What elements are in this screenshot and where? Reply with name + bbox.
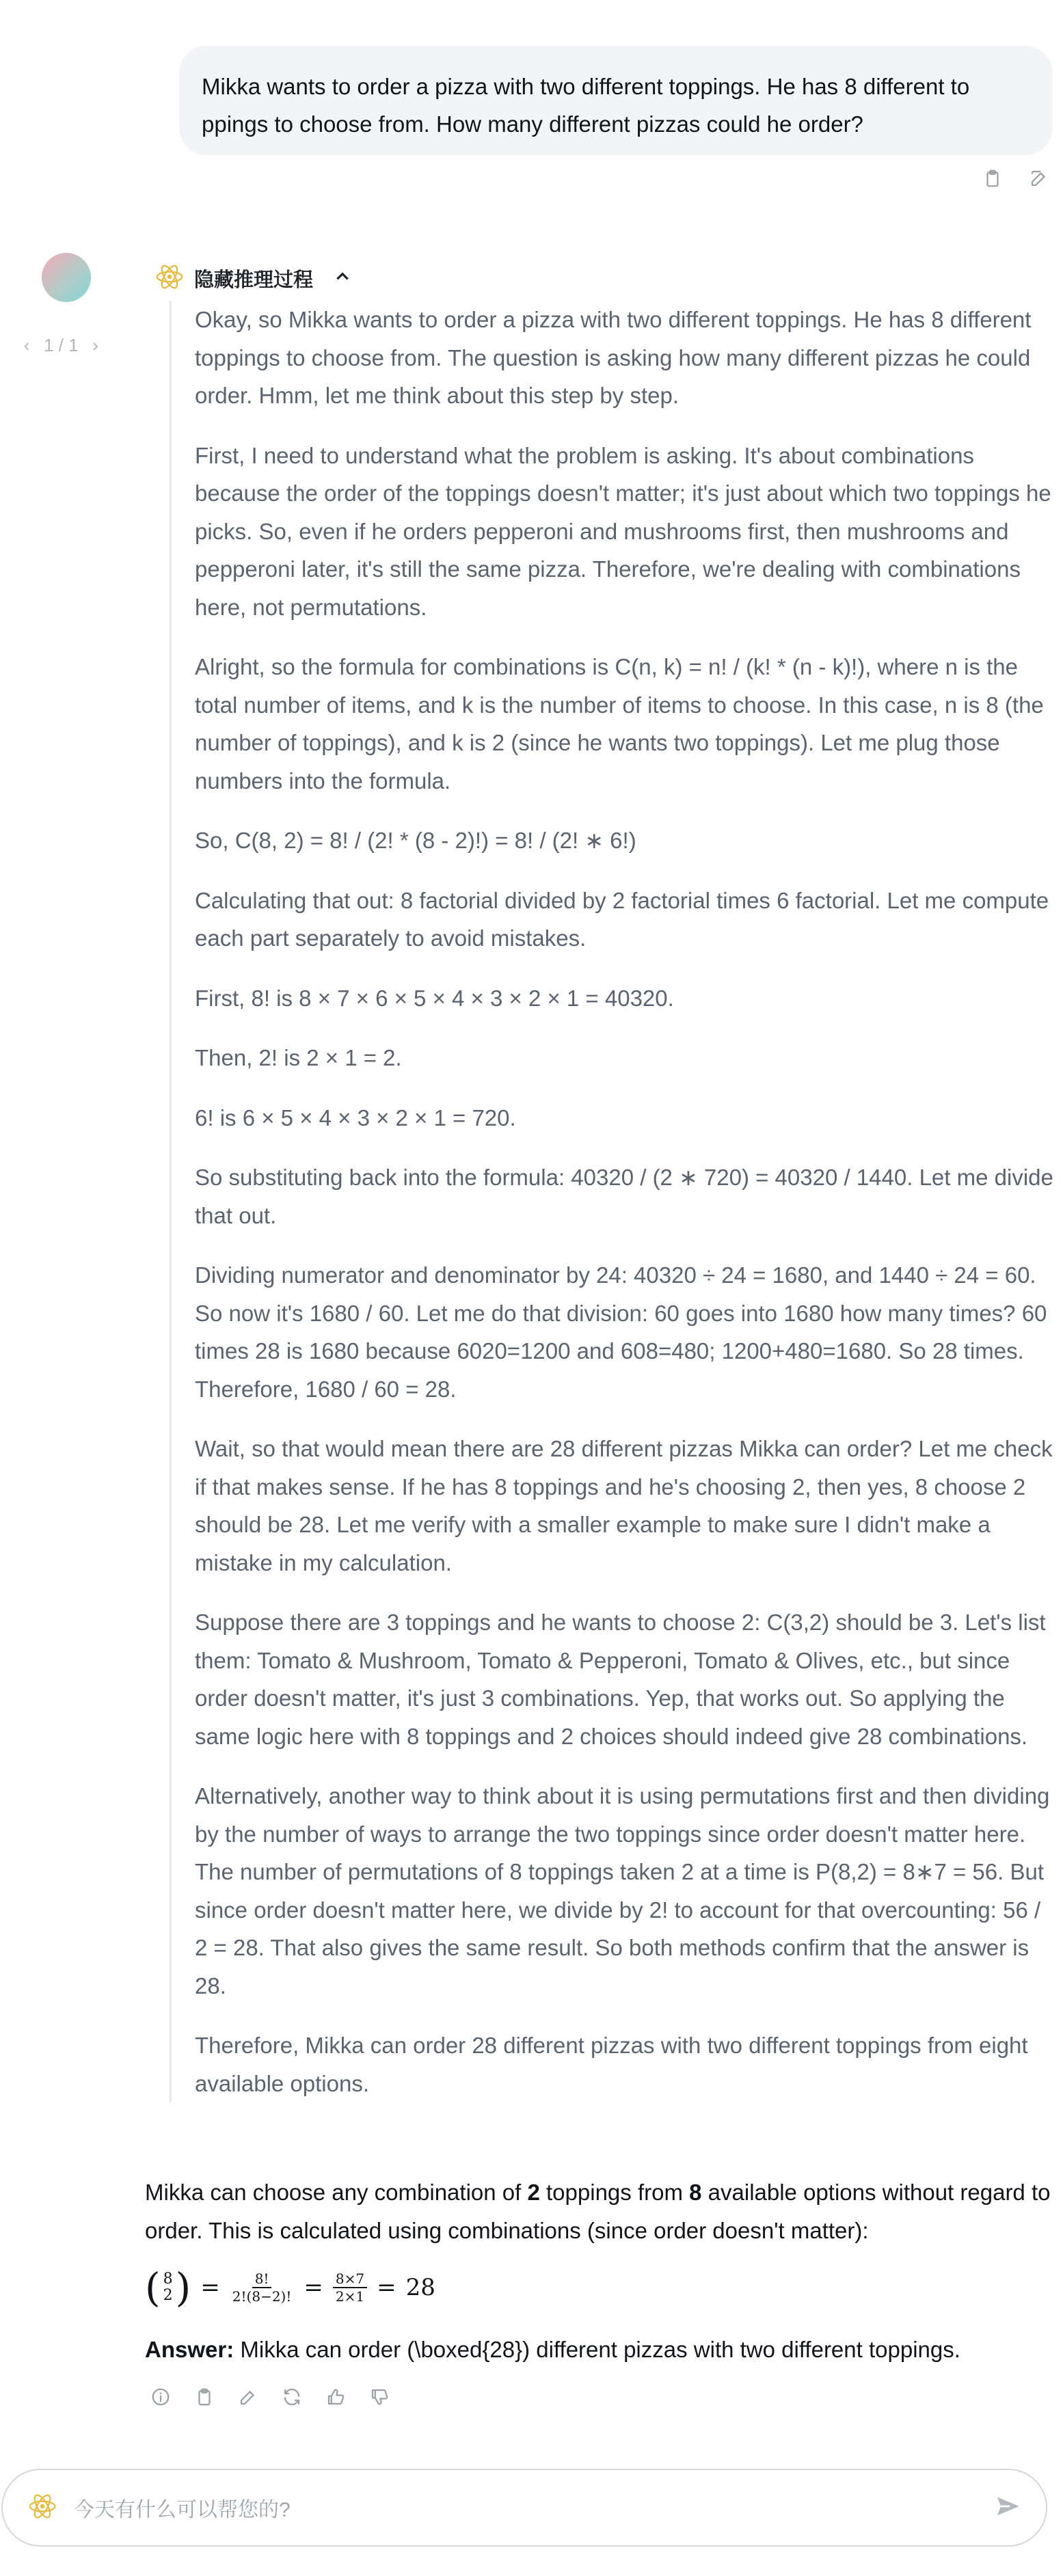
info-icon[interactable]	[149, 2385, 172, 2409]
assistant-avatar	[42, 253, 91, 302]
binomial	[163, 2271, 173, 2304]
answer-bold-k: 2	[527, 2180, 540, 2205]
pager-count: 1 / 1	[44, 335, 79, 355]
reasoning-paragraph: Suppose there are 3 toppings and he wants to choose 2: C(3,2) should be 3. Let's list them: Tomato & Mushroom, Tomato & Pepperoni, Tomato & Olives, etc., but since order doesn't matter, it's just 3 combinations. Yep, that works out. So applying the same logic here with 8 toppings and 2 choices should indeed give 28 combinations.	[195, 1610, 1046, 1749]
reasoning-paragraph: So substituting back into the formula: 40320 / (2 ∗ 720) = 40320 / 1440. Let me divide that out.	[195, 1165, 1053, 1228]
answer-actions	[149, 2385, 391, 2409]
reasoning-toggle-label: 隐藏推理过程	[194, 269, 314, 291]
user-message-bubble	[179, 46, 1053, 155]
atom-icon	[154, 262, 185, 295]
fraction-factorial	[230, 2270, 295, 2305]
fraction-simplified	[333, 2270, 367, 2305]
binom-bottom: 2	[163, 2287, 173, 2304]
binom-top: 8	[163, 2270, 173, 2288]
fraction-denominator: 2×1	[335, 2288, 365, 2305]
answer-intro-text: available options without regard to order. This is calculated using combinations (since order doesn't matter):	[145, 2180, 1051, 2243]
reasoning-paragraph: Okay, so Mikka wants to order a pizza with two different toppings. He has 8 different toppings to choose from. The question is asking how many different pizzas he could order. Hmm, let me think about this step by step.	[195, 307, 1032, 408]
reasoning-paragraph: First, 8! is 8 × 7 × 6 × 5 × 4 × 3 × 2 × 1 = 40320.	[195, 985, 674, 1011]
fraction-denominator: 2!(8−2)!	[232, 2288, 292, 2305]
edit-icon[interactable]	[237, 2385, 260, 2409]
answer-intro	[145, 2173, 1054, 2250]
atom-icon	[27, 2491, 57, 2525]
reasoning-paragraph: 6! is 6 × 5 × 4 × 3 × 2 × 1 = 720.	[195, 1104, 516, 1130]
answer-line	[145, 2331, 1054, 2369]
combination-formula: ( 8 2 ) = $\frac{8!}{2!(8-2)!}$ = $\frac{8\times 7}{2\times 1}$ = 28	[145, 2264, 435, 2311]
reasoning-paragraph: Alright, so the formula for combinations is C(n, k) = n! / (k! * (n - k)!), where n is the total number of items, and k is the number of items to choose. In this case, n is 8 (the number of toppings), and k is 2 (since he wants two toppings). Let me plug those numbers into the formula.	[195, 654, 1044, 794]
fraction-numerator: 8×7	[333, 2270, 367, 2288]
reasoning-toggle[interactable]	[154, 262, 351, 295]
reasoning-content	[170, 301, 1058, 2102]
answer-label: Answer:	[145, 2337, 234, 2362]
pager-next-button[interactable]: ›	[92, 335, 98, 355]
thumbs-up-icon[interactable]	[324, 2385, 347, 2409]
copy-icon[interactable]	[193, 2385, 216, 2409]
response-pager	[19, 335, 103, 356]
chat-input-bar[interactable]	[1, 2469, 1047, 2547]
user-message-actions	[981, 167, 1051, 190]
answer-intro-text: Mikka can choose any combination of	[145, 2180, 528, 2205]
answer-bold-n: 8	[689, 2180, 702, 2205]
fraction-numerator: 8!	[252, 2270, 272, 2288]
answer-text: Mikka can order (\boxed{28}) different pizzas with two different toppings.	[234, 2337, 960, 2362]
thumbs-down-icon[interactable]	[368, 2385, 391, 2409]
chevron-up-icon	[323, 268, 351, 289]
regenerate-icon[interactable]	[280, 2385, 304, 2409]
user-message-text: Mikka wants to order a pizza with two different toppings. He has 8 different to ppings to choose from. How many different pizzas could he order?	[202, 74, 970, 137]
chat-input-placeholder[interactable]: 今天有什么可以帮您的?	[74, 2499, 291, 2521]
reasoning-paragraph: First, I need to understand what the problem is asking. It's about combinations because the order of the toppings doesn't matter; it's just about which two toppings he picks. So, even if he orders pepperoni and mushrooms first, then mushrooms and pepperoni later, it's still the same pizza. Therefore, we're dealing with combinations here, not permutations.	[195, 442, 1051, 620]
reasoning-paragraph: Therefore, Mikka can order 28 different pizzas with two different toppings from eight available options.	[195, 2033, 1028, 2096]
reasoning-paragraph: So, C(8, 2) = 8! / (2! * (8 - 2)!) = 8! / (2! ∗ 6!)	[195, 828, 636, 853]
pager-prev-button[interactable]: ‹	[23, 335, 30, 355]
edit-icon[interactable]	[1027, 167, 1051, 190]
copy-icon[interactable]	[981, 167, 1004, 190]
reasoning-paragraph: Calculating that out: 8 factorial divided by 2 factorial times 6 factorial. Let me compute each part separately to avoid mistakes.	[195, 887, 1049, 951]
reasoning-paragraph: Then, 2! is 2 × 1 = 2.	[195, 1045, 402, 1070]
reasoning-paragraph: Alternatively, another way to think about it is using permutations first and then dividing by the number of ways to arrange the two toppings since order doesn't matter here. The number of permutations of 8 toppings taken 2 at a time is P(8,2) = 8∗7 = 56. But since order doesn't matter here, we divide by 2! to account for that overcounting: 56 / 2 = 28. That also gives the same result. So both methods confirm that the answer is 28.	[195, 1783, 1050, 1998]
answer-intro-text: toppings from	[539, 2180, 690, 2205]
formula-result: 28	[405, 2274, 435, 2301]
reasoning-paragraph: Wait, so that would mean there are 28 different pizzas Mikka can order? Let me check if that makes sense. If he has 8 toppings and he's choosing 2, then yes, 8 choose 2 should be 28. Let me verify with a smaller example to make sure I didn't make a mistake in my calculation.	[195, 1436, 1053, 1575]
assistant-answer	[145, 2173, 1054, 2369]
send-icon[interactable]	[994, 2493, 1021, 2523]
reasoning-paragraph: Dividing numerator and denominator by 24: 40320 ÷ 24 = 1680, and 1440 ÷ 24 = 60. So now it's 1680 / 60. Let me do that division: 60 goes into 1680 how many times? 60 times 28 is 1680 because 6020=1200 and 608=480; 1200+480=1680. So 28 times. Therefore, 1680 / 60 = 28.	[195, 1262, 1047, 1402]
